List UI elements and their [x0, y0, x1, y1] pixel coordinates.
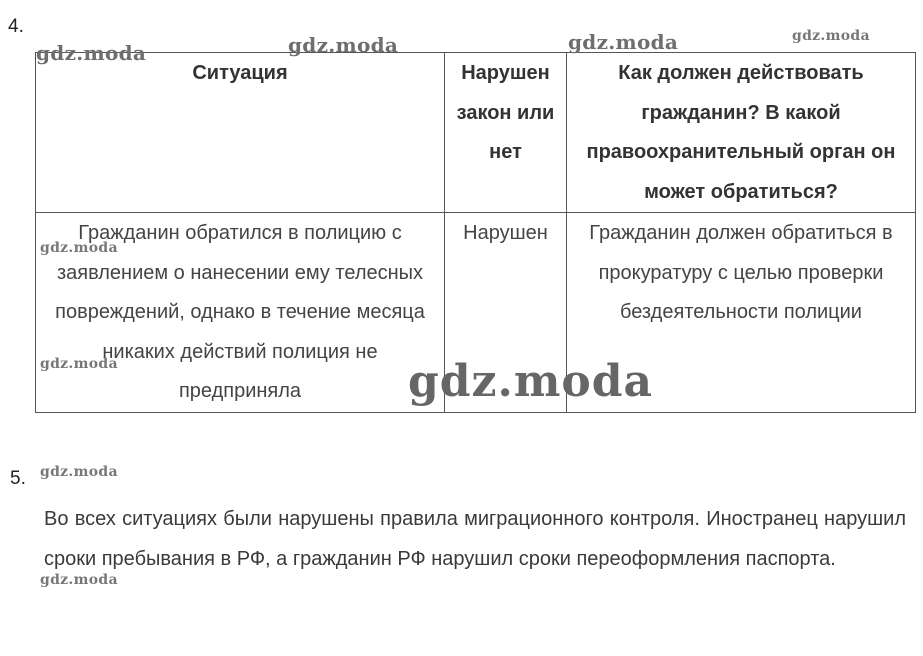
- header-situation: Ситуация: [36, 53, 445, 213]
- task-5-number: 5.: [10, 468, 26, 489]
- watermark: gdz.moda: [568, 30, 679, 54]
- watermark: gdz.moda: [792, 28, 870, 44]
- watermark: gdz.moda: [408, 356, 654, 407]
- table-header-row: [36, 53, 916, 213]
- watermark: gdz.moda: [40, 572, 118, 588]
- cell-situation: Гражданин обратился в полицию с заявлением о нанесении ему телесных повреждений, однако в течение месяца никаких действий полиция не предприняла: [36, 213, 445, 413]
- header-citizen-action: Как должен действовать гражданин? В какой правоохранительный орган он может обратиться?: [567, 53, 916, 213]
- watermark: gdz.moda: [40, 240, 118, 256]
- task-4-number: 4.: [8, 16, 24, 37]
- cell-law-violated: Нарушен: [445, 213, 567, 413]
- table-row: [36, 213, 916, 413]
- watermark: gdz.moda: [288, 33, 399, 57]
- situations-table: [35, 52, 916, 413]
- task-5-answer-text: Во всех ситуациях были нарушены правила миграционного контроля. Иностранец нарушил сроки пребывания в РФ, а гражданин РФ нарушил сроки переоформления паспорта.: [44, 508, 906, 570]
- watermark: gdz.moda: [40, 464, 118, 480]
- watermark: gdz.moda: [40, 356, 118, 372]
- watermark: gdz.moda: [36, 41, 147, 65]
- header-law-violated: Нарушен закон или нет: [445, 53, 567, 213]
- cell-citizen-action: Гражданин должен обратиться в прокуратуру с целью проверки бездеятельности полиции: [567, 213, 916, 413]
